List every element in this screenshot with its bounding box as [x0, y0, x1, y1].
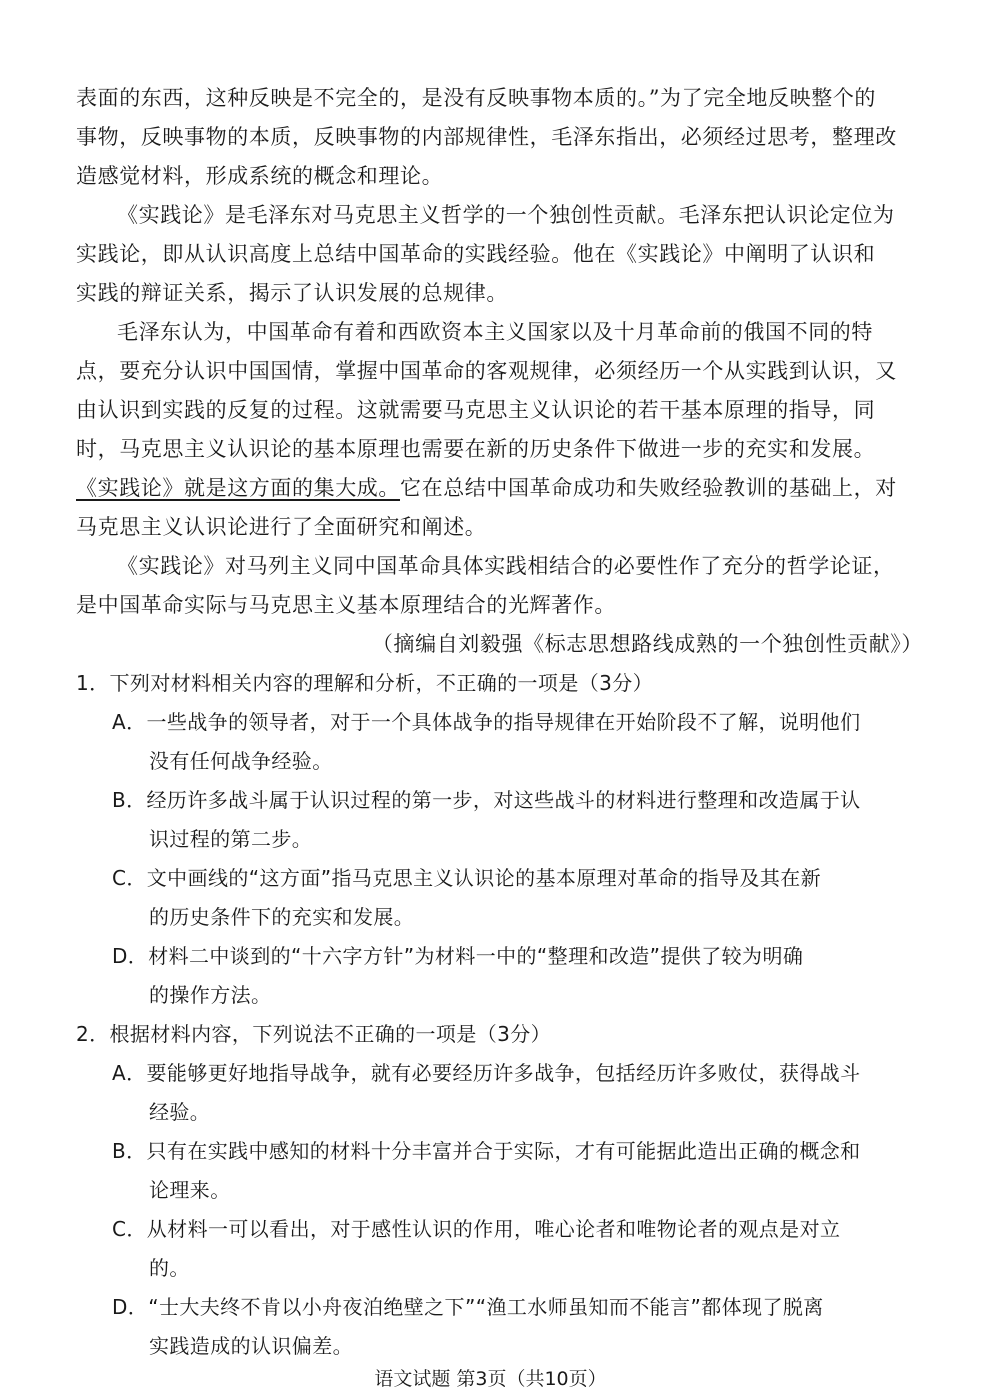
passage-line: 《实践论》是毛泽东对马克思主义哲学的一个独创性贡献。毛泽东把认识论定位为 — [117, 203, 895, 227]
option-c: C．从材料一可以看出，对于感性认识的作用，唯心论者和唯物论者的观点是对立 — [112, 1217, 841, 1241]
passage-line: 点，要充分认识中国国情，掌握中国革命的客观规律，必须经历一个从实践到认识，又 — [76, 359, 897, 383]
question-stem: 2．根据材料内容，下列说法不正确的一项是（3分） — [76, 1022, 552, 1046]
source-citation: （摘编自刘毅强《标志思想路线成熟的一个独创性贡献》） — [371, 632, 923, 656]
passage-line: 由认识到实践的反复的过程。这就需要马克思主义认识论的若干基本原理的指导，同 — [76, 398, 876, 422]
option-a-cont: 没有任何战争经验。 — [149, 749, 333, 773]
option-a-cont: 经验。 — [149, 1100, 211, 1124]
option-b: B．经历许多战斗属于认识过程的第一步，对这些战斗的材料进行整理和改造属于认 — [112, 788, 861, 812]
passage-line: 表面的东西，这种反映是不完全的，是没有反映事物本质的。”为了完全地反映整个的 — [76, 86, 877, 110]
option-b: B．只有在实践中感知的材料十分丰富并合于实际，才有可能据此造出正确的概念和 — [112, 1139, 861, 1163]
passage-line: 时，马克思主义认识论的基本原理也需要在新的历史条件下做进一步的充实和发展。 — [76, 437, 876, 461]
option-d-cont: 的操作方法。 — [149, 983, 272, 1007]
option-b-cont: 论理来。 — [149, 1178, 231, 1202]
passage-line: 实践论，即从认识高度上总结中国革命的实践经验。他在《实践论》中阐明了认识和 — [76, 242, 876, 266]
option-d: D．材料二中谈到的“十六字方针”为材料一中的“整理和改造”提供了较为明确 — [112, 944, 804, 968]
page-footer: 语文试题 第3页（共10页） — [374, 1368, 607, 1390]
option-d: D．“士大夫终不肯以小舟夜泊绝壁之下”“渔工水师虽知而不能言”都体现了脱离 — [112, 1295, 824, 1319]
passage-line: 造感觉材料，形成系统的概念和理论。 — [76, 164, 444, 188]
passage-text: 它在总结中国革命成功和失败经验教训的基础上，对 — [400, 476, 897, 500]
option-c: C．文中画线的“这方面”指马克思主义认识论的基本原理对革命的指导及其在新 — [112, 866, 822, 890]
passage-line: 《实践论》对马列主义同中国革命具体实践相结合的必要性作了充分的哲学论证， — [117, 554, 895, 578]
passage-line: 马克思主义认识论进行了全面研究和阐述。 — [76, 515, 487, 539]
passage-line: 事物，反映事物的本质，反映事物的内部规律性，毛泽东指出，必须经过思考，整理改 — [76, 125, 897, 149]
option-d-cont: 实践造成的认识偏差。 — [149, 1334, 353, 1358]
option-a: A．一些战争的领导者，对于一个具体战争的指导规律在开始阶段不了解，说明他们 — [112, 710, 861, 734]
option-a: A．要能够更好地指导战争，就有必要经历许多战争，包括经历许多败仗，获得战斗 — [112, 1061, 861, 1085]
question-stem: 1．下列对材料相关内容的理解和分析，不正确的一项是（3分） — [76, 671, 654, 695]
option-b-cont: 识过程的第二步。 — [149, 827, 313, 851]
passage-line: 实践的辩证关系，揭示了认识发展的总规律。 — [76, 281, 508, 305]
passage-line: 毛泽东认为，中国革命有着和西欧资本主义国家以及十月革命前的俄国不同的特 — [117, 320, 873, 344]
underlined-sentence: 《实践论》就是这方面的集大成。 — [76, 476, 400, 500]
option-c-cont: 的历史条件下的充实和发展。 — [149, 905, 415, 929]
passage-line — [76, 478, 897, 499]
passage-line: 是中国革命实际与马克思主义基本原理结合的光辉著作。 — [76, 593, 616, 617]
option-c-cont: 的。 — [149, 1256, 190, 1280]
